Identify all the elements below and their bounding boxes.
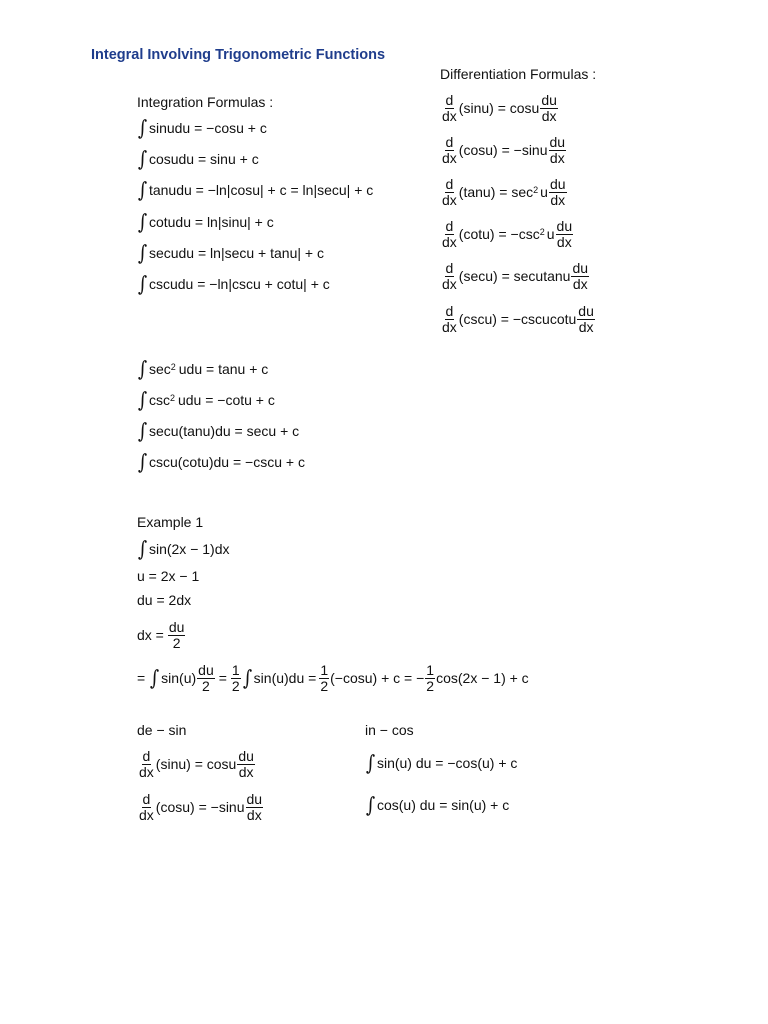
du-dx-fraction: $\frac{du}{dx}$ <box>541 91 557 124</box>
du-dx-fraction: $\frac{du}{dx}$ <box>549 133 566 166</box>
de-sin-formula: $\frac{d}{dx}$ (sinu) = cosu $\frac{du}{dx}$ <box>139 747 254 780</box>
integral-sign: ∫ <box>365 792 376 817</box>
d-dx-fraction: $\frac{d}{dx}$ <box>442 91 457 124</box>
du-over-2-fraction: $\frac{du}{2}$ <box>168 618 185 651</box>
du-dx-fraction: $\frac{du}{dx}$ <box>238 747 254 780</box>
integral-sign: ∫ <box>137 271 148 296</box>
example-heading: Example 1 <box>137 514 204 530</box>
integration-formula: ∫ cotudu = ln|sinu| + c <box>137 209 274 234</box>
integration-formula: ∫ cscudu = −ln|cscu + cotu| + c <box>137 271 330 296</box>
du-line: du = 2dx <box>137 592 192 608</box>
d-dx-fraction: $\frac{d}{dx}$ <box>139 790 154 823</box>
integral-formula: ∫ csc $^2$ udu = −cotu + c <box>137 387 275 412</box>
integral-sign: ∫ <box>137 356 148 381</box>
differentiation-formula: $\frac{d}{dx}$ (tanu) = sec $^2$ u $\frac{du}{dx}$ <box>442 175 566 208</box>
d-dx-fraction: $\frac{d}{dx}$ <box>442 175 457 208</box>
d-dx-fraction: $\frac{d}{dx}$ <box>442 133 457 166</box>
integration-formula: ∫ tanudu = −ln|cosu| + c = ln|secu| + c <box>137 177 374 202</box>
page-title: Integral Involving Trigonometric Functions <box>91 47 386 63</box>
in-cos-formula: ∫ cos(u) du = sin(u) + c <box>365 792 510 817</box>
d-dx-fraction: $\frac{d}{dx}$ <box>139 747 154 780</box>
one-half-fraction: $\frac{1}{2}$ <box>320 661 329 694</box>
differentiation-formula: $\frac{d}{dx}$ (cscu) = −cscucotu $\frac{du}{dx}$ <box>442 302 594 335</box>
du-over-2-fraction: $\frac{du}{2}$ <box>198 661 214 694</box>
de-sin-heading: de − sin <box>137 722 187 738</box>
integration-heading: Integration Formulas : <box>137 94 274 110</box>
integral-sign: ∫ <box>242 665 252 690</box>
integration-formula: ∫ secudu = ln|secu + tanu| + c <box>137 240 324 265</box>
integral-sign: ∫ <box>137 418 148 443</box>
integral-sign: ∫ <box>137 146 148 171</box>
differentiation-heading: Differentiation Formulas : <box>440 66 597 82</box>
du-dx-fraction: $\frac{du}{dx}$ <box>549 175 566 208</box>
du-dx-fraction: $\frac{du}{dx}$ <box>578 302 594 335</box>
in-cos-heading: in − cos <box>365 722 414 738</box>
in-cos-formula: ∫ sin(u) du = −cos(u) + c <box>365 750 518 775</box>
integral-sign: ∫ <box>365 750 376 775</box>
du-dx-fraction: $\frac{du}{dx}$ <box>556 217 573 250</box>
integral-sign: ∫ <box>137 209 148 234</box>
differentiation-formula: $\frac{d}{dx}$ (cosu) = −sinu $\frac{du}{dx}$ <box>442 133 566 166</box>
integral-sign: ∫ <box>150 665 160 690</box>
example-integral: ∫ sin(2x − 1)dx <box>137 536 230 561</box>
u-substitution: u = 2x − 1 <box>137 568 200 584</box>
integral-sign: ∫ <box>137 240 148 265</box>
dx-line: dx = $\frac{du}{2}$ <box>137 618 185 651</box>
du-dx-fraction: $\frac{du}{dx}$ <box>246 790 263 823</box>
integration-formula: ∫ sinudu = −cosu + c <box>137 115 267 140</box>
integral-formula: ∫ cscu(cotu)du = −cscu + c <box>137 449 305 474</box>
differentiation-formula: $\frac{d}{dx}$ (secu) = secutanu $\frac{du}{dx}$ <box>442 259 589 292</box>
integral-sign: ∫ <box>137 387 148 412</box>
du-dx-fraction: $\frac{du}{dx}$ <box>572 259 589 292</box>
integral-formula: ∫ secu(tanu)du = secu + c <box>137 418 300 443</box>
d-dx-fraction: $\frac{d}{dx}$ <box>442 259 457 292</box>
differentiation-formula: $\frac{d}{dx}$ (sinu) = cosu $\frac{du}{dx}$ <box>442 91 557 124</box>
integral-sign: ∫ <box>137 177 148 202</box>
integral-formula: ∫ sec $^2$ udu = tanu + c <box>137 356 269 381</box>
one-half-fraction: $\frac{1}{2}$ <box>426 661 435 694</box>
d-dx-fraction: $\frac{d}{dx}$ <box>442 217 457 250</box>
integral-sign: ∫ <box>137 449 148 474</box>
de-sin-formula: $\frac{d}{dx}$ (cosu) = −sinu $\frac{du}{dx}$ <box>139 790 263 823</box>
one-half-fraction: $\frac{1}{2}$ <box>231 661 240 694</box>
differentiation-formula: $\frac{d}{dx}$ (cotu) = −csc $^2$ u $\frac{du}{dx}$ <box>442 217 573 250</box>
integration-formula: ∫ cosudu = sinu + c <box>137 146 259 171</box>
integral-sign: ∫ <box>137 115 148 140</box>
example-solution: = ∫ sin(u) $\frac{du}{2}$ = $\frac{1}{2}$ ∫ sin(u)du = $\frac{1}{2}$ (−cosu) + c = − $\frac{1}{2}$ cos(2x − 1) + c <box>137 661 529 694</box>
d-dx-fraction: $\frac{d}{dx}$ <box>442 302 457 335</box>
integral-sign: ∫ <box>137 536 148 561</box>
